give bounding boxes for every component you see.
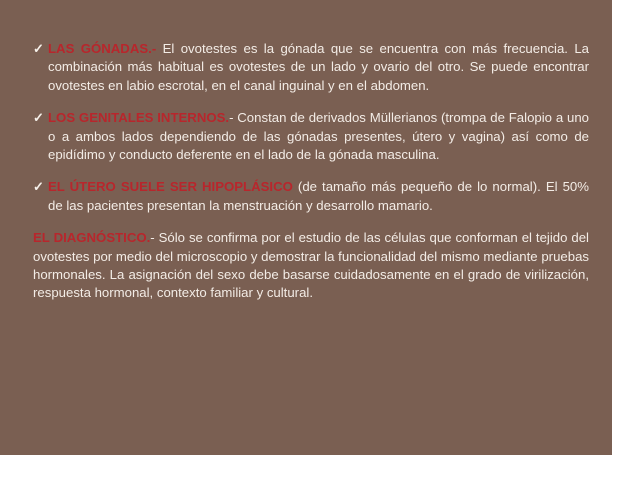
- diagnosis-keyword: EL DIAGNÓSTICO.: [33, 230, 151, 246]
- bullet-keyword: LOS GENITALES INTERNOS.: [48, 110, 230, 126]
- bullet-genitales-internos: [33, 109, 589, 164]
- checkmark-icon: ✓: [33, 179, 45, 195]
- bullet-text: El ovotestes es la gónada que se encuentra con más frecuencia. La combinación más habitual es ovotestes de un lado y ovario del otro. Se puede encontrar ovotestes en labio escrotal, en el canal inguinal y en el abdomen.: [48, 41, 590, 93]
- bullet-utero: [33, 178, 589, 215]
- checkmark-icon: ✓: [33, 41, 45, 56]
- bullet-text: (de tamaño más pequeño de lo normal). El 50% de las pacientes presentan la menstruación y desarrollo mamario.: [48, 179, 589, 213]
- slide-content: [33, 40, 589, 303]
- bullet-gonadas: [33, 40, 589, 95]
- checkmark-icon: ✓: [33, 110, 45, 126]
- bullet-keyword: LAS GÓNADAS.-: [48, 41, 157, 56]
- diagnosis-text: - Sólo se confirma por el estudio de las células que conforman el tejido del ovotestes por medio del microscopio y demostrar la funcionalidad del mismo mediante pruebas hormonales. La asignación del sexo debe basarse cuidadosamente en el grado de virilización, respuesta hormonal, contexto familiar y cultural.: [33, 230, 589, 301]
- bullet-text: - Constan de derivados Müllerianos (trompa de Falopio a uno o a ambos lados dependiendo de las gónadas presentes, útero y vagina) así como de epidídimo y conducto deferente en el lado de la gónada masculina.: [48, 110, 589, 163]
- bullet-keyword: EL ÚTERO SUELE SER HIPOPLÁSICO: [48, 179, 293, 195]
- diagnosis-paragraph: [33, 229, 589, 303]
